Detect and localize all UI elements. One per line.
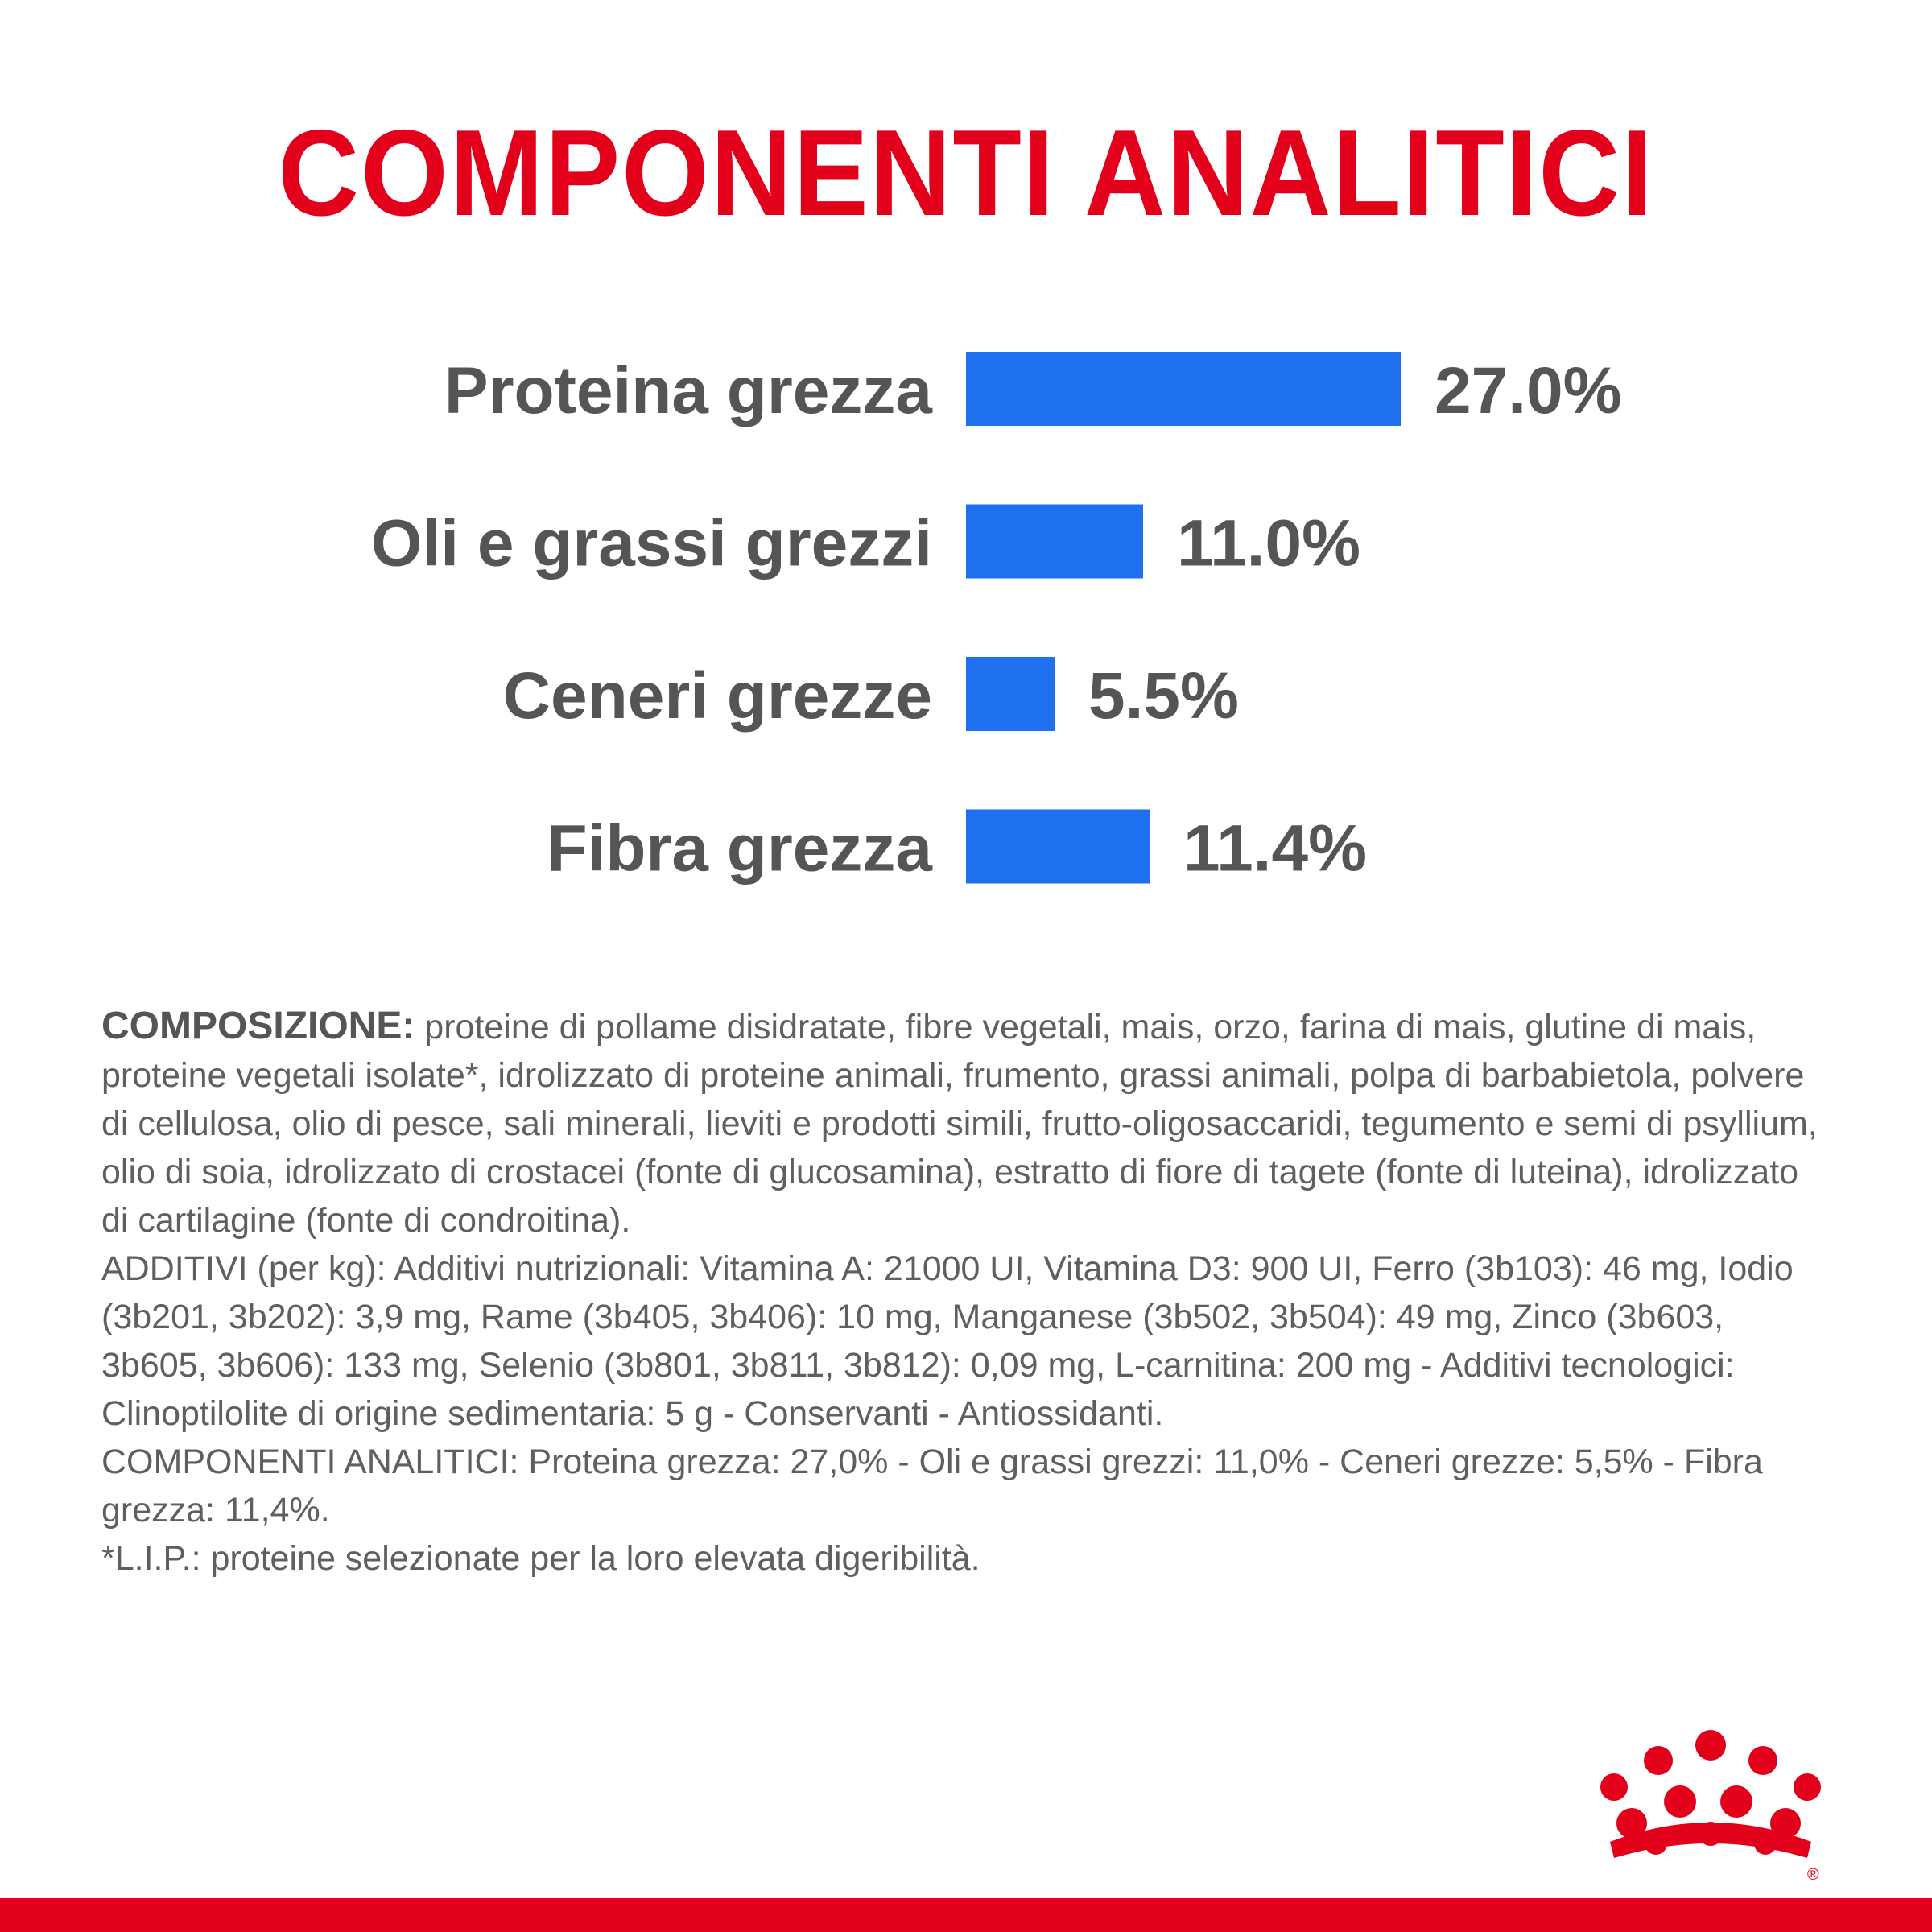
additives-paragraph: ADDITIVI (per kg): Additivi nutrizionali: Vitamina A: 21000 UI, Vitamina D3: 900 UI, Ferro (3b103): 46 mg, Iodio (3b201, 3b202): 3,9 mg, Rame (3b405, 3b406): 10 mg, Manganese (3b502, 3b504): 49 mg, Zinco (3b603, 3b605, 3b606): 133 mg, Selenio (3b801, 3b811, 3b812): 0,09 mg, L-carnitina: 200 mg - Additivi tecnologici: Clinoptilolite di origine sedimentaria: 5 g - Conservanti - Antiossidanti.: [101, 1249, 1794, 1433]
composition-block: [101, 1002, 1832, 1583]
registered-mark: ®: [1807, 1866, 1819, 1884]
composition-lead: COMPOSIZIONE:: [101, 1005, 415, 1047]
bar-category-label: Oli e grassi grezzi: [370, 506, 932, 580]
bar-value-label: 11.4%: [1183, 811, 1367, 886]
footnote-paragraph: *L.I.P.: proteine selezionate per la loro elevata digeribilità.: [101, 1539, 980, 1578]
bar: [966, 352, 1401, 426]
page-title: COMPONENTI ANALITICI: [278, 105, 1654, 242]
bar-category-label: Proteina grezza: [444, 354, 932, 427]
crown-icon: [1582, 1707, 1852, 1888]
bar-value-label: 5.5%: [1088, 659, 1239, 733]
bar-category-label: Ceneri grezze: [502, 659, 932, 733]
ingredients-text: proteine di pollame disidratate, fibre vegetali, mais, orzo, farina di mais, glutine di mais, proteine vegetali isolate*, idrolizzato di proteine animali, frumento, grassi animali, polpa di barbabietola, polvere di cellulosa, olio di pesce, sali minerali, lieviti e prodotti simili, frutto-oligosaccaridi, tegumento e semi di psyllium, olio di soia, idrolizzato di crostacei (fonte di glucosamina), estratto di fiore di tagete (fonte di luteina), idrolizzato di cartilagine (fonte di condroitina).: [101, 1008, 1818, 1240]
bar: [966, 505, 1143, 579]
analytical-paragraph: COMPONENTI ANALITICI: Proteina grezza: 27,0% - Oli e grassi grezzi: 11,0% - Ceneri grezze: 5,5% - Fibra grezza: 11,4%.: [101, 1443, 1763, 1530]
ingredients-paragraph: [101, 1002, 1832, 1245]
bar-value-label: 11.0%: [1177, 506, 1360, 580]
bottom-band: [0, 1898, 1932, 1932]
bar-category-label: Fibra grezza: [547, 811, 932, 886]
bar-value-label: 27.0%: [1435, 354, 1622, 427]
bar: [966, 657, 1055, 731]
bar: [966, 810, 1150, 884]
